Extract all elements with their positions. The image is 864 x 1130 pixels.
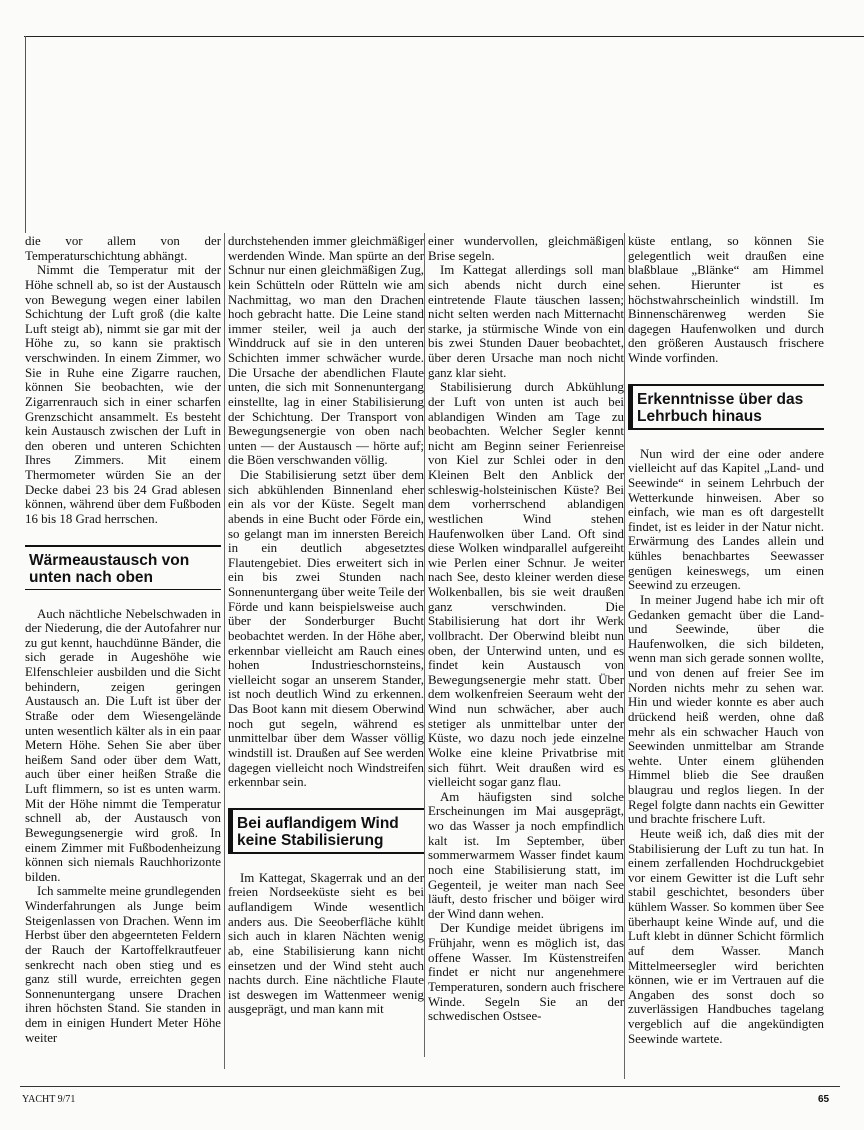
body-paragraph: Nimmt die Temperatur mit der Höhe schnell ab, so ist der Austausch von Bewegung wegen einer labilen Schichtung der Luft groß (die kalte Luft steigt ab), nimmt sie gar mit der Höhe zu, so kann sie praktisch verschwinden. In einem Zimmer, wo Sie in Ruhe eine Zigarre rauchen, können Sie beobachten, wie der Zigarrenrauch sich in einer scharfen Grenzschicht ansammelt. Es besteht kein Austausch zwischen der Luft in den oberen und unteren Schichten Ihres Zimmers. Mit einem Thermometer würden Sie an der Decke dabei 23 bis 24 Grad ablesen können, während über dem Fußboden 16 bis 18 Grad herrschen.: [25, 263, 221, 526]
body-paragraph: durchstehenden immer gleichmäßiger werdenden Winde. Man spürte an der Schnur nur einen gleichmäßigen Zug, kein Schütteln oder Rütteln wie am Nachmittag, wo man den Drachen hoch gebracht hatte. Die Leine stand immer steiler, weil ja auch der Winddruck auf sie in den unteren Schichten immer schwächer wurde. Die Ursache der abendlichen Flaute unten, die sich mit Sonnenuntergang einstellte, lag in einer Stabilisierung der Schichtung. Der Transport von Bewegungsenergie von oben nach unten — der Austausch — hörte auf; die Böen verschwanden völlig.: [228, 234, 424, 468]
body-paragraph: Die Stabilisierung setzt über dem sich abkühlenden Binnenland eher ein als vor der Küste. Segelt man abends in eine Bucht oder Förde ein, so gelangt man im innersten Bereich in ein deutlich abgesetztes Flautengebiet. Dies erweitert sich in ein bis zwei Stunden nach Sonnenuntergang über weite Teile der Förde und kann beispielsweise auch über der Sonderburger Bucht beobachtet werden. In der Höhe aber, erkennbar vielleicht am Rauch eines hohen Industrieschornsteins, vielleicht sogar an unserem Stander, ist noch deutlich Wind zu erkennen. Das Boot kann mit diesem Oberwind noch gut segeln, während es unmittelbar über dem Wasser völlig windstill ist. Draußen auf See werden dagegen vielleicht noch Windstreifen erkennbar sein.: [228, 468, 424, 790]
section-heading: Wärmeaustausch von unten nach oben: [29, 551, 190, 586]
section-heading: Erkenntnisse über das Lehrbuch hinaus: [637, 390, 804, 425]
body-paragraph: Der Kundige meidet übrigens im Frühjahr, wenn es möglich ist, das offene Wasser. Im Küstenstreifen findet er nicht nur angenehmere Temperaturen, sondern auch frischere Winde. Segeln Sie an der schwedischen Ostsee-: [428, 921, 624, 1024]
section-heading: Bei auflandigem Wind keine Stabilisierung: [237, 814, 399, 849]
body-paragraph: Nun wird der eine oder andere vielleicht auf das Kapitel „Land- und Seewinde“ in seinem Lehrbuch der Wetterkunde hinweisen. Aber so einfach, wie man es oft dargestellt findet, ist es leider in der Natur nicht. Erwärmung des Landes allein und kühles benachbartes Seewasser genügen keineswegs, um einen Seewind zu erzeugen.: [628, 446, 824, 593]
section-heading-box: [628, 384, 824, 430]
body-paragraph: Heute weiß ich, daß dies mit der Stabilisierung der Luft zu tun hat. In einem zerfallenden Hochdruckgebiet vor einem Gewitter ist die Luft sehr stabil geschichtet, besonders über kühlem Wasser. So kommen über See überhaupt keine Winde auf, und die Luft klebt in dünner Schicht förmlich auf dem Wasser. Manch Mittelmeersegler wird berichten können, wie er im Vertrauen auf die Angaben des sonst doch so zuverlässigen Handbuches tagelang vergeblich auf die angekündigten Seewinde wartete.: [628, 826, 824, 1046]
body-paragraph: einer wundervollen, gleichmäßigen Brise segeln.: [428, 234, 624, 263]
bottom-rule: [20, 1086, 840, 1087]
text-column-1: [25, 234, 221, 1045]
body-paragraph: küste entlang, so können Sie gelegentlich weit draußen eine blaßblaue „Blänke“ am Himmel sehen. Hierunter ist es höchstwahrscheinlich windstill. Im Binnenschärenweg werden Sie dagegen Haufenwolken und durch den größeren Austausch frischere Winde vorfinden.: [628, 234, 824, 365]
body-paragraph: Ich sammelte meine grundlegenden Winderfahrungen als Junge beim Steigenlassen von Drachen. Wenn im Herbst über den abgeernteten Feldern der Rauch der Kartoffelkrautfeuer senkrecht nach oben stieg und es ganz still wurde, erreichten gegen Sonnenuntergang unsere Drachen ihren höchsten Stand. Sie standen in dem in einigen Hundert Meter Höhe weiter: [25, 884, 221, 1045]
body-paragraph: Im Kattegat allerdings soll man sich abends nicht durch eine eintretende Flaute täuschen lassen; nicht selten werden nach Mitternacht starke, ja stürmische Winde von ein bis zwei Stunden Dauer beobachtet, über deren Ursache man noch nicht ganz klar sieht.: [428, 263, 624, 380]
section-heading-box: [228, 808, 424, 854]
text-column-3: [428, 234, 624, 1024]
page-number: 65: [818, 1094, 830, 1105]
left-frame-rule: [25, 36, 26, 233]
text-column-2: [228, 234, 424, 1017]
body-paragraph: die vor allem von der Temperaturschichtung abhängt.: [25, 234, 221, 263]
column-rule: [624, 233, 625, 1079]
section-heading-box: [25, 545, 221, 590]
text-column-4: [628, 234, 824, 1046]
top-frame-rule: [24, 36, 864, 37]
body-paragraph: Stabilisierung durch Abkühlung der Luft von unten ist auch bei ablandigen Winden am Tage zu beobachten. Welcher Segler kennt nicht am Beginn seiner Ferienreise von Kiel zur Schlei oder in den Kleinen Belt den Anblick der schleswig-holsteinischen Küste? Bei dem vorherrschend ablandigen westlichen Wind stehen Haufenwolken über Land. Oft sind diese Wolken windparallel aufgereiht wie Perlen einer Schnur. Je weiter nach See, desto kleiner werden diese Wolkenballen, bis sie weit draußen ganz verschwinden. Die Stabilisierung hat dort ihr Werk vollbracht. Der Oberwind bleibt nun oben, der Unterwind unten, und es findet kein Austausch von Bewegungsenergie mehr statt. Über dem wolkenfreien Seeraum weht der Wind nun schwächer, aber auch stetiger als unmittelbar unter der Küste, wo dazu noch jede einzelne Wolke eine kleine Privatbrise mit sich führt. Weit draußen wird es vielleicht sogar ganz flau.: [428, 380, 624, 790]
body-paragraph: Im Kattegat, Skagerrak und an der freien Nordseeküste sieht es bei auflandigem Winde wesentlich anders aus. Die Seeoberfläche kühlt sich auch in klaren Nächten wenig ab, eine Stabilisierung kann nicht einsetzen und der Wind steht auch nachts durch. Eine nächtliche Flaute ist deswegen im Wattenmeer wenig ausgeprägt, und man kann mit: [228, 870, 424, 1017]
body-paragraph: Auch nächtliche Nebelschwaden in der Niederung, die der Autofahrer nur zu gut kennt, hauchdünne Bänder, die sich gerade in Augeshöhe wie Elfenschleier ausbilden und die Sicht behindern, zeigen geringen Austausch an. Die Luft ist über der Straße oder dem Wiesengelände unten wesentlich kälter als in ein paar Metern Höhe. Sehen Sie aber über heißem Sand oder über dem Watt, auch über einer heißen Straße die Luft flimmern, so ist es unten warm. Mit der Höhe nimmt die Temperatur schnell ab, der Austausch von Bewegungsenergie wird groß. In einem Zimmer mit Fußbodenheizung können sich niemals Rauchhorizonte bilden.: [25, 606, 221, 884]
column-rule: [424, 233, 425, 1057]
body-paragraph: Am häufigsten sind solche Erscheinungen im Mai ausgeprägt, wo das Wasser ja noch empfindlich kalt ist. Im September, über sommerwarmem Wasser findet kaum noch eine Stabilisierung statt, im Gegenteil, je weiter man nach See läuft, desto frischer und böiger wird der Wind dann wehen.: [428, 789, 624, 921]
footer-issue: YACHT 9/71: [22, 1094, 76, 1105]
column-rule: [224, 233, 225, 1069]
body-paragraph: In meiner Jugend habe ich mir oft Gedanken gemacht über die Land- und Seewinde, über die Haufenwolken, die sich bildeten, wenn man sich gerade sonnen wollte, und von denen auf freier See im Norden nichts mehr zu sehen war. Hin und wieder konnte es aber auch drückend heiß werden, ohne daß mehr als ein schwacher Hauch von Seewinden unmittelbar am Strande wehte. Unter einem glühenden Himmel blieb die See draußen blaugrau und reglos liegen. In der Regel folgte dann nachts ein Gewitter und brachte frischere Luft.: [628, 592, 824, 827]
